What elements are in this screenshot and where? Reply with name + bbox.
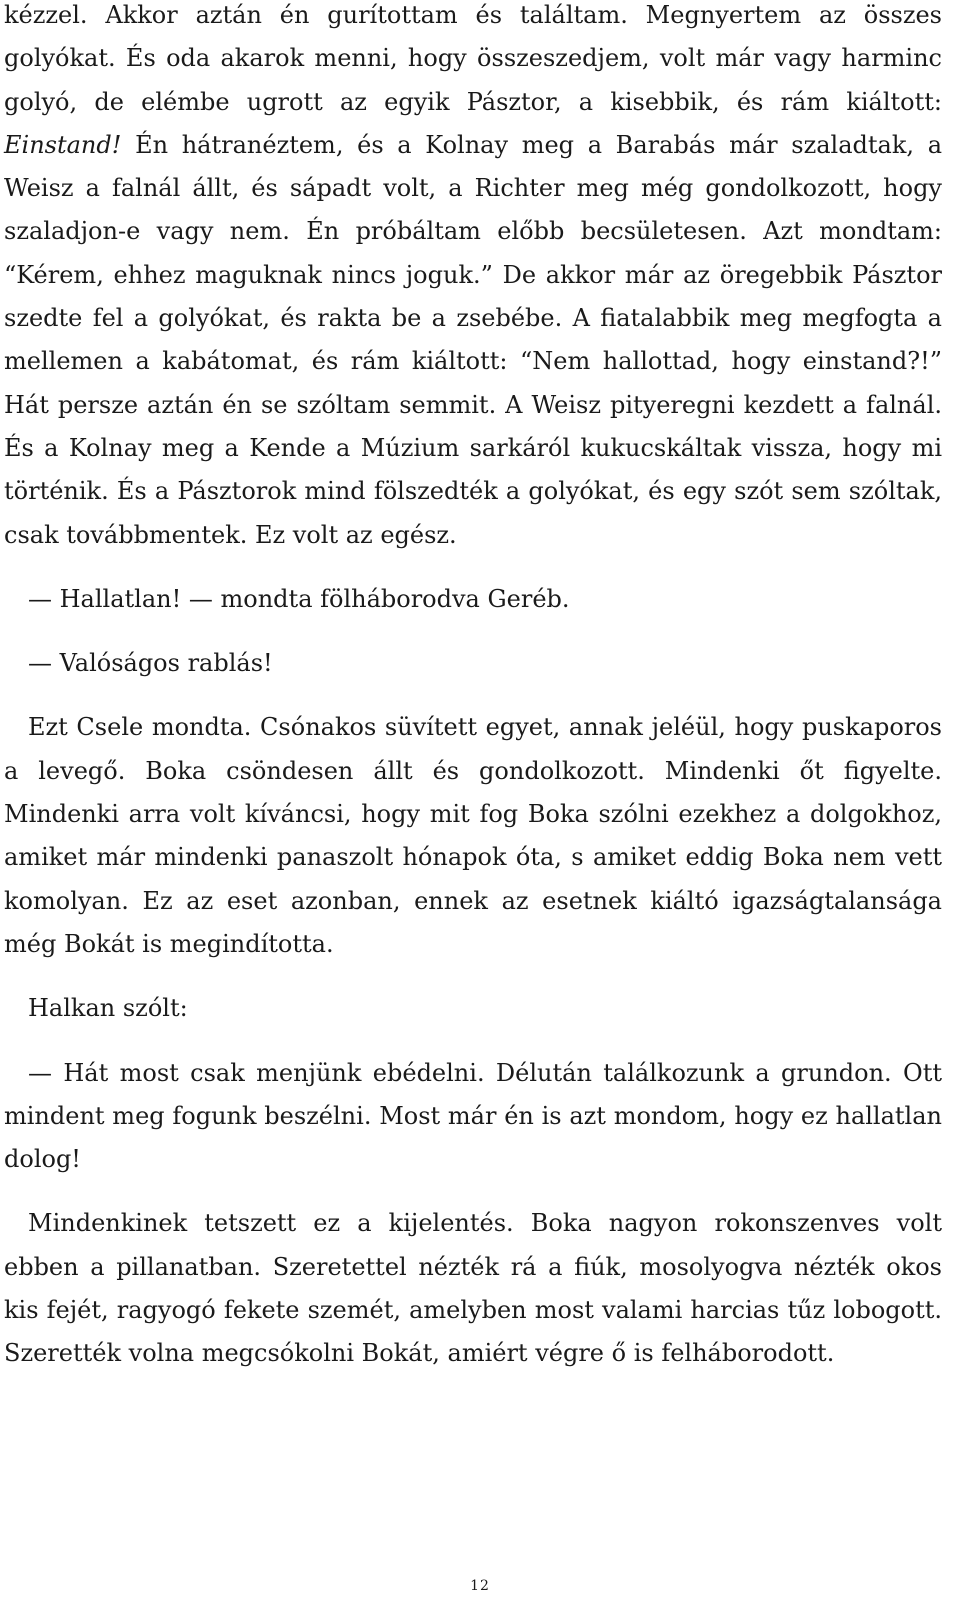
paragraph-text-after: Én hátranéztem, és a Kolnay meg a Barabás már szaladtak, a Weisz a falnál állt, és sápadt volt, a Richter meg még gondolkozott, hogy szaladjon-e vagy nem. Én próbáltam előbb becsületesen. Azt mondtam: “Kérem, ehhez maguknak nincs joguk.” De akkor már az öregebbik Pásztor szedte fel a golyókat, és rakta be a zsebébe. A fiatalabbik meg megfogta a mellemen a kabátomat, és rám kiáltott: “Nem hallottad, hogy einstand?!” Hát persze aztán én se szóltam semmit. A Weisz pityeregni kezdett a falnál. És a Kolnay meg a Kende a Múzium sarkáról kukucskáltak vissza, hogy mi történik. És a Pásztorok mind fölszedték a golyókat, és egy szót sem szóltak, csak továbbmentek. Ez volt az egész. (4, 130, 942, 549)
dialogue-line-gereb: — Hallatlan! — mondta fölháborodva Geréb. (28, 584, 570, 613)
emphasized-word: Einstand! (4, 130, 122, 159)
paragraph-text-before: kézzel. Akkor aztán én gurítottam és találtam. Megnyertem az összes golyókat. És oda akarok menni, hogy összeszedjem, volt már vagy harminc golyó, de elémbe ugrott az egyik Pásztor, a kisebbik, és rám kiáltott: (4, 1, 942, 116)
paragraph-story-continuation (4, 0, 942, 557)
paragraph-quiet-speech: Halkan szólt: (28, 994, 188, 1023)
paragraph-closing: Mindenkinek tetszett ez a kijelentés. Boka nagyon rokonszenves volt ebben a pillanatban. Szeretettel nézték rá a fiúk, mosolyogva nézték okos kis fejét, ragyogó fekete szemét, amelyben most valami harcias tűz lobogott. Szerették volna megcsókolni Bokát, amiért végre ő is felháborodott. (4, 1209, 942, 1368)
paragraph-narration-boka: Ezt Csele mondta. Csónakos süvített egyet, annak jeléül, hogy puskaporos a levegő. Boka csöndesen állt és gondolkozott. Mindenki őt figyelte. Mindenki arra volt kíváncsi, hogy mit fog Boka szólni ezekhez a dolgokhoz, amiket már mindenki panaszolt hónapok óta, s amiket eddig Boka nem vett komolyan. Ez az eset azonban, ennek az esetnek kiáltó igazságtalansága még Bokát is megindította. (4, 713, 942, 958)
dialogue-line-boka: — Hát most csak menjünk ebédelni. Délután találkozunk a grundon. Ott mindent meg fogunk beszélni. Most már én is azt mondom, hogy ez hallatlan dolog! (4, 1058, 942, 1174)
dialogue-line-robbery: — Valóságos rablás! (28, 649, 273, 678)
page-body (4, 0, 942, 1376)
page-number: 12 (470, 1578, 490, 1594)
